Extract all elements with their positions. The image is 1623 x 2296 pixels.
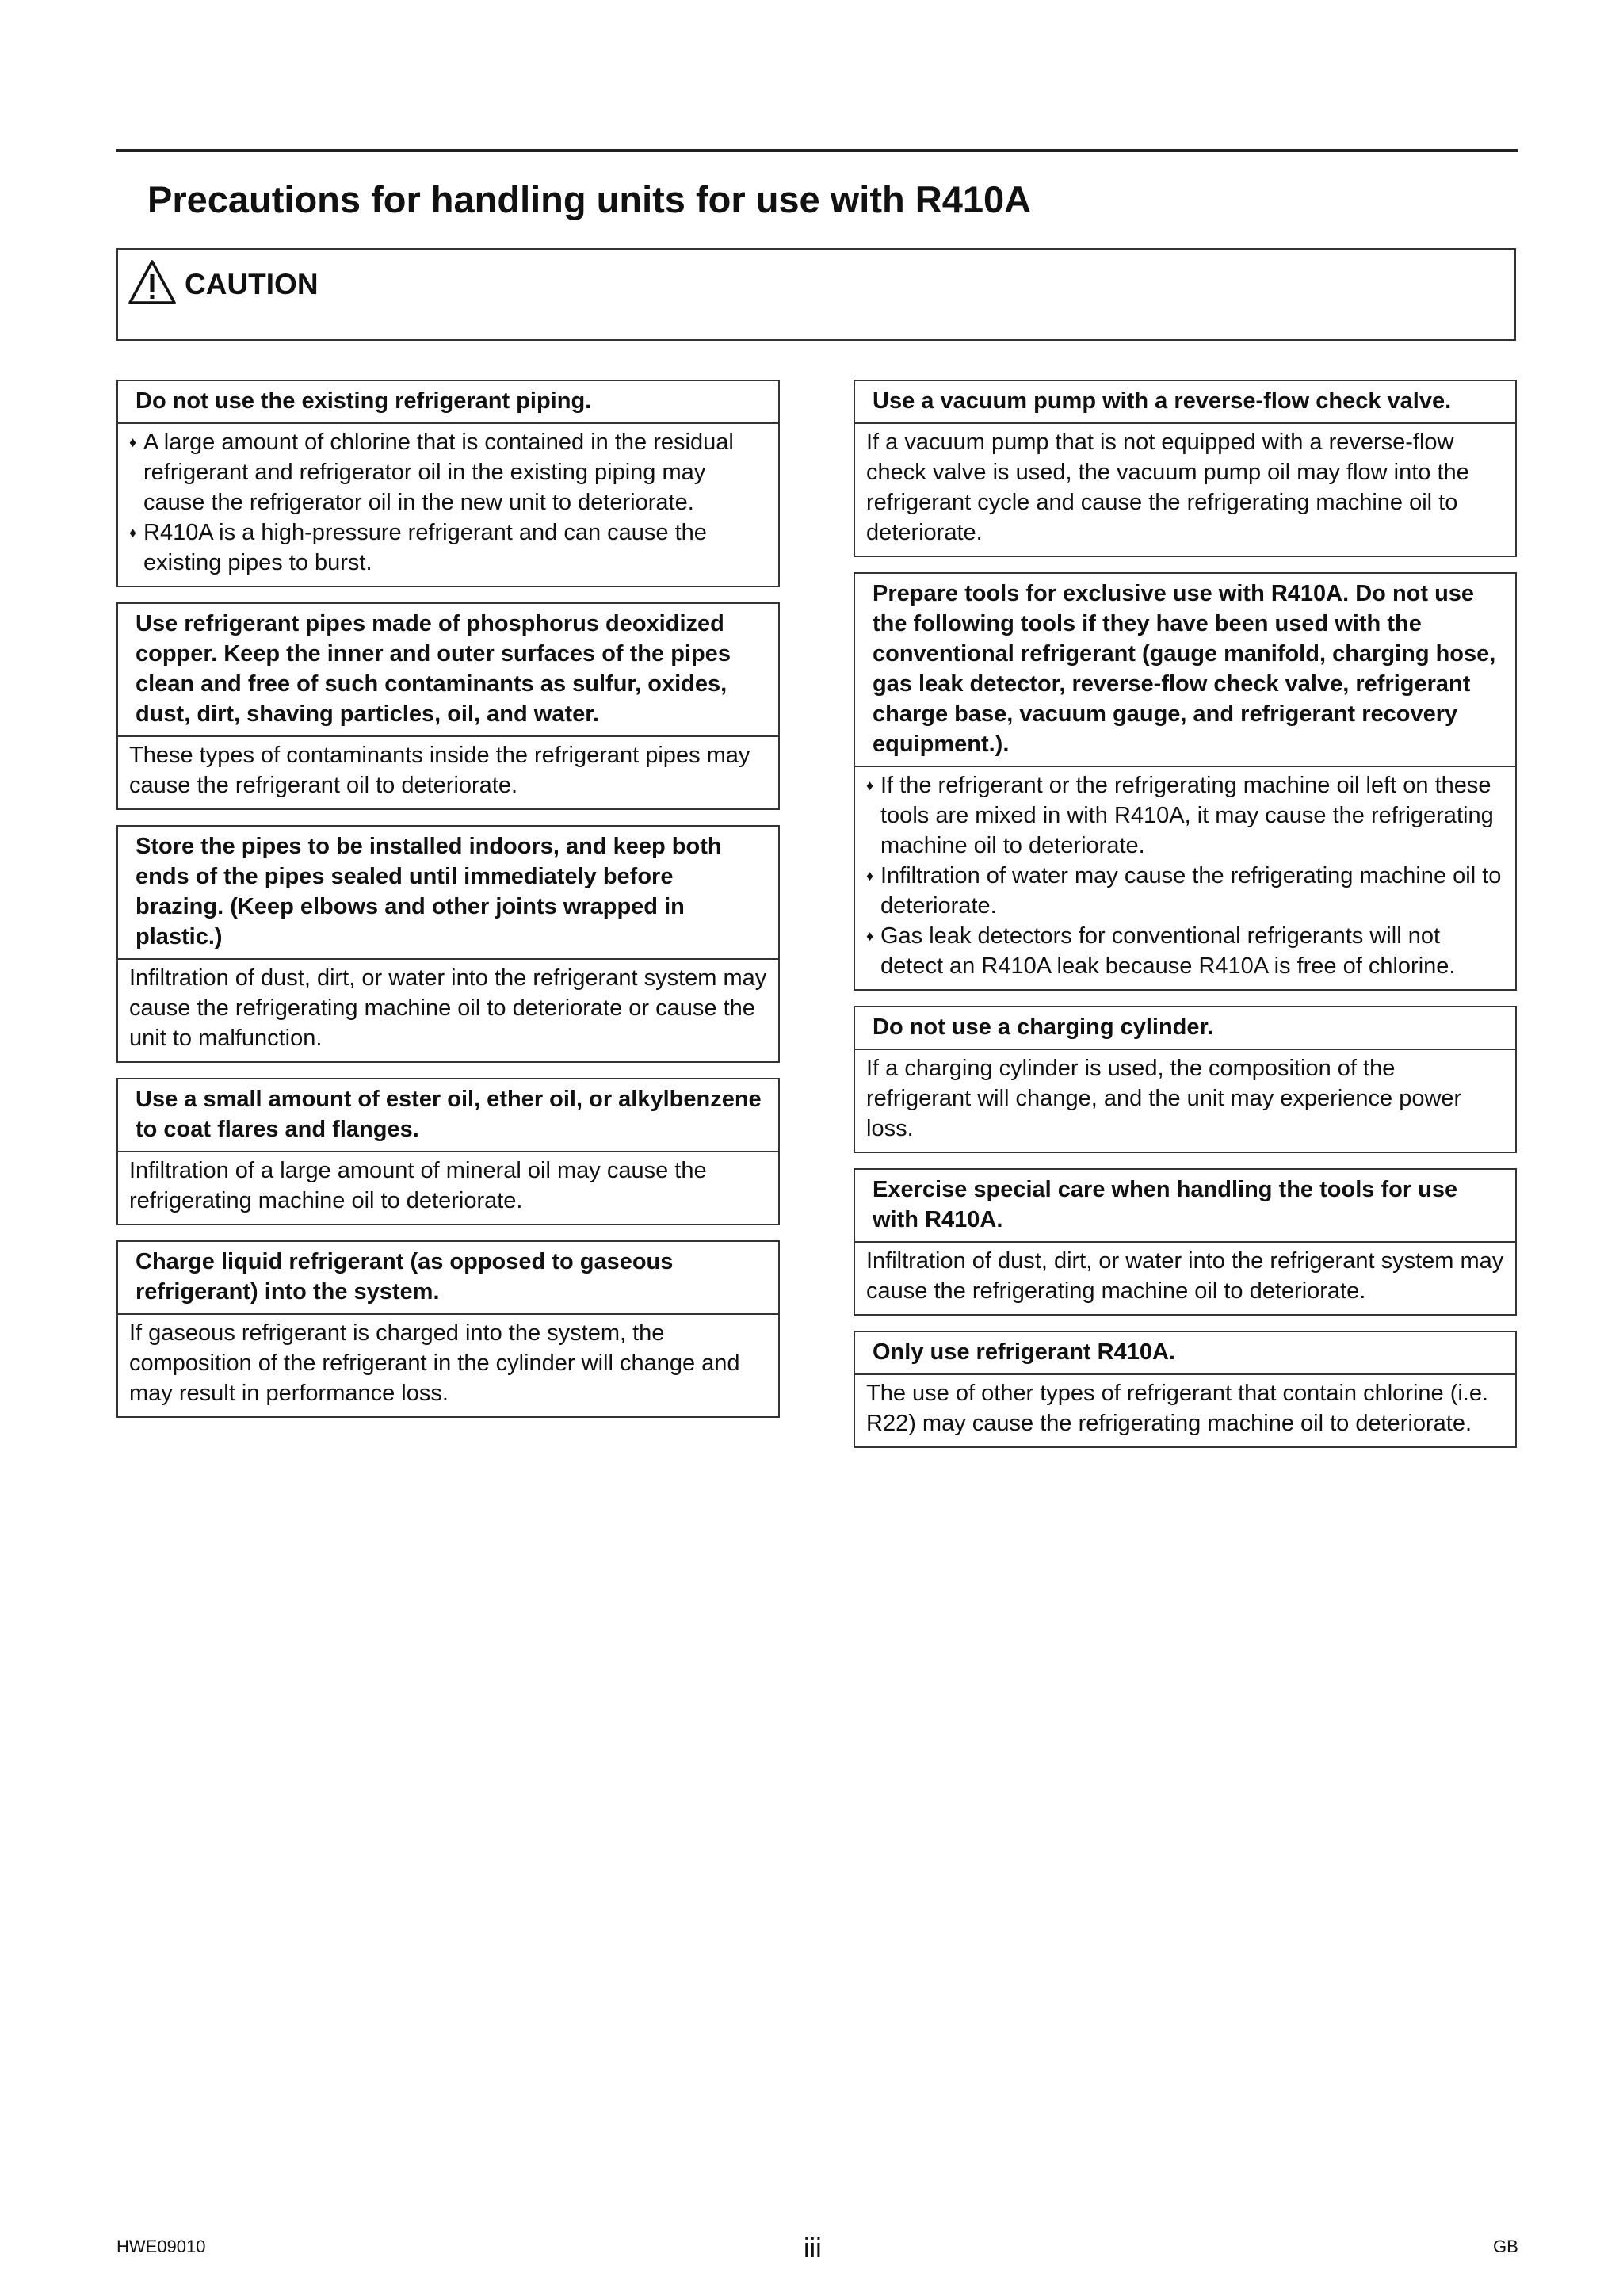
- precaution-box: [854, 1006, 1517, 1153]
- precaution-heading: Use refrigerant pipes made of phosphorus deoxidized copper. Keep the inner and outer surfaces of the pipes clean and free of such contaminants as sulfur, oxides, dust, dirt, shaving particles, oil, and water.: [118, 604, 778, 737]
- precaution-body: Infiltration of dust, dirt, or water into the refrigerant system may cause the refrigerating machine oil to deteriorate.: [866, 1248, 1504, 1304]
- precaution-bullets: [866, 770, 1504, 981]
- warning-triangle-icon: [128, 259, 177, 305]
- precaution-heading: Charge liquid refrigerant (as opposed to gaseous refrigerant) into the system.: [118, 1242, 778, 1315]
- footer-doc-code: HWE09010: [116, 2237, 206, 2256]
- precaution-body: Infiltration of dust, dirt, or water into the refrigerant system may cause the refrigerating machine oil to deteriorate or cause the unit to malfunction.: [129, 965, 767, 1051]
- bullet-item: ♦ R410A is a high-pressure refrigerant and can cause the existing pipes to burst.: [129, 518, 767, 578]
- bullet-item: ♦ Infiltration of water may cause the refrigerating machine oil to deteriorate.: [866, 861, 1504, 921]
- top-rule: [116, 149, 1518, 152]
- footer-page-number: iii: [804, 2233, 822, 2264]
- precaution-body: These types of contaminants inside the refrigerant pipes may cause the refrigerant oil to deteriorate.: [129, 743, 750, 798]
- precaution-body: [855, 767, 1515, 989]
- precaution-box: [116, 602, 780, 810]
- precaution-heading: Use a vacuum pump with a reverse-flow check valve.: [855, 381, 1515, 424]
- right-column: [854, 380, 1517, 1448]
- precaution-box: [116, 825, 780, 1063]
- precaution-box: [116, 1078, 780, 1225]
- precaution-body: If gaseous refrigerant is charged into the system, the composition of the refrigerant in the cylinder will change and may result in performance loss.: [129, 1320, 740, 1406]
- precaution-heading: Store the pipes to be installed indoors, and keep both ends of the pipes sealed until immediately before brazing. (Keep elbows and other joints wrapped in plastic.): [118, 827, 778, 960]
- footer-region: GB: [1493, 2237, 1518, 2256]
- bullet-item: ♦ A large amount of chlorine that is contained in the residual refrigerant and refrigerator oil in the existing piping may cause the refrigerator oil in the new unit to deteriorate.: [129, 427, 767, 518]
- caution-label: CAUTION: [185, 268, 319, 300]
- precaution-heading: Prepare tools for exclusive use with R410A. Do not use the following tools if they have been used with the conventional refrigerant (gauge manifold, charging hose, gas leak detector, reverse-flow check valve, refrigerant charge base, vacuum gauge, and refrigerant recovery equipment.).: [855, 574, 1515, 767]
- precaution-body: If a charging cylinder is used, the composition of the refrigerant will change, and the unit may experience power loss.: [866, 1056, 1462, 1141]
- precaution-heading: Use a small amount of ester oil, ether oil, or alkylbenzene to coat flares and flanges.: [118, 1079, 778, 1152]
- precaution-box: [854, 1331, 1517, 1448]
- precaution-heading: Exercise special care when handling the tools for use with R410A.: [855, 1170, 1515, 1243]
- precaution-box: [116, 380, 780, 587]
- precaution-body: [118, 424, 778, 586]
- precaution-heading: Do not use the existing refrigerant piping.: [118, 381, 778, 424]
- precaution-box: [854, 1168, 1517, 1316]
- precaution-body: Infiltration of a large amount of mineral oil may cause the refrigerating machine oil to deteriorate.: [129, 1158, 707, 1213]
- caution-banner: [116, 248, 1516, 341]
- bullet-item: ♦ If the refrigerant or the refrigerating machine oil left on these tools are mixed in with R410A, it may cause the refrigerating machine oil to deteriorate.: [866, 770, 1504, 861]
- bullet-item: ♦ Gas leak detectors for conventional refrigerants will not detect an R410A leak because R410A is free of chlorine.: [866, 921, 1504, 981]
- precaution-heading: Only use refrigerant R410A.: [855, 1332, 1515, 1375]
- precaution-body: The use of other types of refrigerant that contain chlorine (i.e. R22) may cause the refrigerating machine oil to deteriorate.: [866, 1381, 1489, 1436]
- left-column: [116, 380, 780, 1418]
- precaution-heading: Do not use a charging cylinder.: [855, 1007, 1515, 1050]
- precaution-box: [854, 572, 1517, 991]
- page-title: Precautions for handling units for use with R410A: [147, 178, 1032, 220]
- precaution-bullets: [129, 427, 767, 578]
- precaution-body: If a vacuum pump that is not equipped with a reverse-flow check valve is used, the vacuum pump oil may flow into the refrigerant cycle and cause the refrigerating machine oil to deteriorate.: [866, 430, 1469, 545]
- precaution-box: [854, 380, 1517, 557]
- precaution-box: [116, 1240, 780, 1418]
